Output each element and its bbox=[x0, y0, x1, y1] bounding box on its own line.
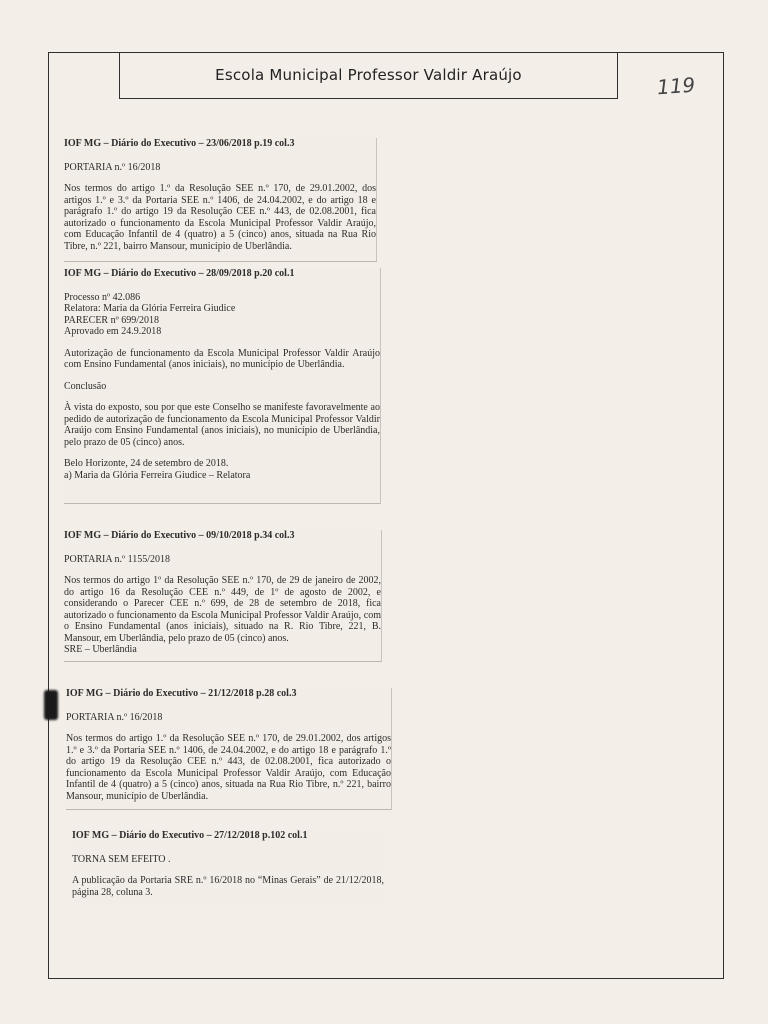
clipping-line: Processo nº 42.086 bbox=[64, 291, 141, 303]
clipping-line: SRE – Uberlândia bbox=[64, 644, 137, 655]
clipping-line: A publicação da Portaria SRE n.º 16/2018 no “Minas Gerais” de 21/12/2018, página 28, coluna 3. bbox=[72, 875, 384, 898]
clipping-4 bbox=[66, 688, 392, 810]
header-box bbox=[119, 52, 618, 99]
clipping-line: Autorização de funcionamento da Escola Municipal Professor Valdir Araújo com Ensino Fundamental (anos iniciais), no município de Uberlândia. bbox=[64, 347, 380, 370]
clipping-heading: IOF MG – Diário do Executivo – 09/10/2018 p.34 col.3 bbox=[64, 530, 295, 541]
clipping-line: Aprovado em 24.9.2018 bbox=[64, 326, 162, 337]
page-title: Escola Municipal Professor Valdir Araújo bbox=[215, 66, 522, 84]
clipping-5 bbox=[72, 830, 384, 906]
clipping-line: PORTARIA n.º 16/2018 bbox=[66, 711, 163, 723]
clipping-heading: IOF MG – Diário do Executivo – 23/06/2018 p.19 col.3 bbox=[64, 138, 295, 149]
clipping-heading: IOF MG – Diário do Executivo – 21/12/2018 p.28 col.3 bbox=[66, 688, 297, 699]
clipping-line: PARECER nº 699/2018 bbox=[64, 314, 159, 326]
clipping-line: TORNA SEM EFEITO . bbox=[72, 853, 171, 865]
clipping-3 bbox=[64, 530, 382, 662]
clipping-line: PORTARIA n.º 1155/2018 bbox=[64, 553, 171, 565]
clipping-1 bbox=[64, 138, 377, 262]
clipping-line: a) Maria da Glória Ferreira Giudice – Relatora bbox=[64, 469, 251, 481]
clipping-line: Nos termos do artigo 1.º da Resolução SEE n.º 170, de 29.01.2002, dos artigos 1.º e 3.º da Portaria SEE n.º 1406, de 24.04.2002, e do artigo 18 e parágrafo 1.º do artigo 19 da Resolução CEE n.º 443, de 02.08.2001, fica autorizado o funcionamento da Escola Municipal Professor Valdir Araújo, com Educação Infantil de 4 (quatro) a 5 (cinco) anos, situada na Rua Rio Tibre, n.º 221, bairro Mansour, município de Uberlândia. bbox=[64, 183, 376, 252]
clipping-line: Belo Horizonte, 24 de setembro de 2018. bbox=[64, 458, 229, 469]
clipping-line: Nos termos do artigo 1.º da Resolução SEE n.º 170, de 29.01.2002, dos artigos 1.º e 3.º da Portaria SEE n.º 1406, de 24.04.2002, e do artigo 18 e parágrafo 1.º do artigo 19 da Resolução CEE n.º 443, de 02.08.2001, fica autorizado o funcionamento da Escola Municipal Professor Valdir Araújo, com Educação Infantil de 4 (quatro) a 5 (cinco) anos, situada na Rua Rio Tibre, n.º 221, bairro Mansour, município de Uberlândia. bbox=[66, 733, 391, 802]
scan-mark bbox=[44, 690, 58, 720]
clipping-2 bbox=[64, 268, 381, 504]
clipping-heading: IOF MG – Diário do Executivo – 28/09/2018 p.20 col.1 bbox=[64, 268, 295, 279]
clipping-line: Conclusão bbox=[64, 380, 107, 392]
clipping-line: Relatora: Maria da Glória Ferreira Giudice bbox=[64, 303, 236, 314]
clipping-line: Nos termos do artigo 1º da Resolução SEE n.º 170, de 29 de janeiro de 2002, do artigo 16 da Resolução CEE n.º 449, de 1º de agosto de 2002, e considerando o Parecer CEE n.º 699, de 28 de setembro de 2018, fica autorizado o funcionamento da Escola Municipal Professor Valdir Araújo, com o Ensino Fundamental (anos iniciais), situado na R. Rio Tibre, 221, B. Mansour, em Uberlândia, pelo prazo de 05 (cinco) anos. bbox=[64, 575, 381, 644]
clipping-line: À vista do exposto, sou por que este Conselho se manifeste favoravelmente ao pedido de autorização de funcionamento da Escola Municipal Professor Valdir Araújo com Ensino Fundamental (anos iniciais), no município de Uberlândia, pelo prazo de 05 (cinco) anos. bbox=[64, 402, 380, 448]
clipping-heading: IOF MG – Diário do Executivo – 27/12/2018 p.102 col.1 bbox=[72, 830, 308, 841]
page-number: 119 bbox=[656, 72, 696, 100]
clipping-line: PORTARIA n.º 16/2018 bbox=[64, 161, 161, 173]
